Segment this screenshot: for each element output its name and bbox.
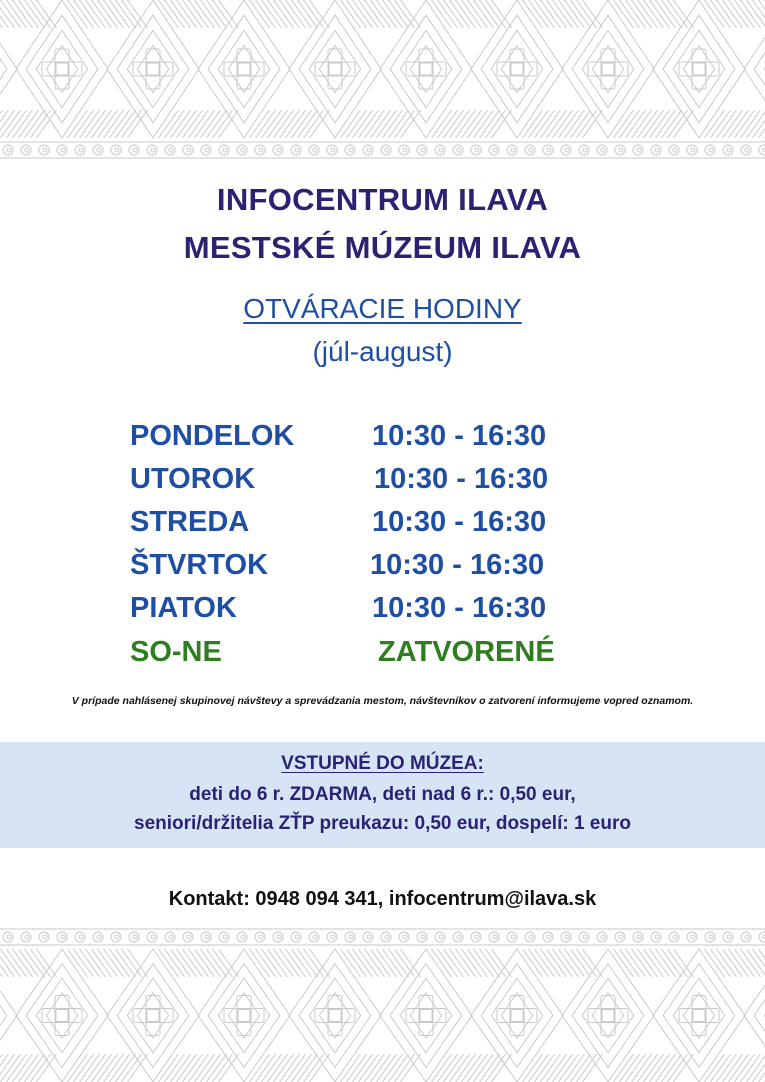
top-ornament-graphic — [0, 0, 765, 165]
admission-fees-children: deti do 6 r. ZDARMA, deti nad 6 r.: 0,50 eur, — [189, 784, 576, 805]
schedule-time-closed: ZATVORENÉ — [378, 636, 555, 668]
schedule-day: UTOROK — [130, 463, 256, 495]
schedule-row-wednesday — [130, 506, 610, 546]
contact-info: Kontakt: 0948 094 341, infocentrum@ilava.sk — [168, 888, 597, 910]
schedule-day: PIATOK — [130, 592, 237, 624]
admission-fees-heading: VSTUPNÉ DO MÚZEA: — [281, 753, 484, 774]
schedule-day: STREDA — [130, 506, 250, 538]
schedule-day: ŠTVRTOK — [130, 549, 269, 581]
schedule-time: 10:30 - 16:30 — [372, 420, 547, 452]
schedule-day: PONDELOK — [130, 420, 295, 452]
schedule-time: 10:30 - 16:30 — [370, 549, 545, 581]
schedule-row-thursday — [130, 549, 610, 589]
admission-fees-adults: seniori/držitelia ZŤP preukazu: 0,50 eur, dospelí: 1 euro — [134, 813, 631, 834]
admission-fees-panel — [0, 742, 765, 848]
schedule-row-tuesday — [130, 463, 610, 503]
schedule-time: 10:30 - 16:30 — [374, 463, 549, 495]
title-infocentrum: INFOCENTRUM ILAVA — [216, 182, 549, 217]
schedule-time: 10:30 - 16:30 — [372, 506, 547, 538]
schedule-time: 10:30 - 16:30 — [372, 592, 547, 624]
top-folk-ornament — [0, 0, 765, 165]
title-museum: MESTSKÉ MÚZEUM ILAVA — [183, 230, 582, 265]
schedule-row-weekend — [130, 636, 610, 676]
opening-hours-heading: OTVÁRACIE HODINY — [243, 293, 522, 324]
bottom-ornament-graphic — [0, 925, 765, 1082]
group-visit-note: V prípade nahlásenej skupinovej návštevy a sprevádzania mestom, návštevníkov o zatvorení informujeme vopred oznamom. — [71, 695, 694, 707]
schedule-row-monday — [130, 420, 610, 460]
schedule-row-friday — [130, 592, 610, 632]
bottom-folk-ornament — [0, 925, 765, 1082]
opening-hours-period: (júl-august) — [312, 336, 453, 367]
schedule-day: SO-NE — [130, 636, 222, 668]
